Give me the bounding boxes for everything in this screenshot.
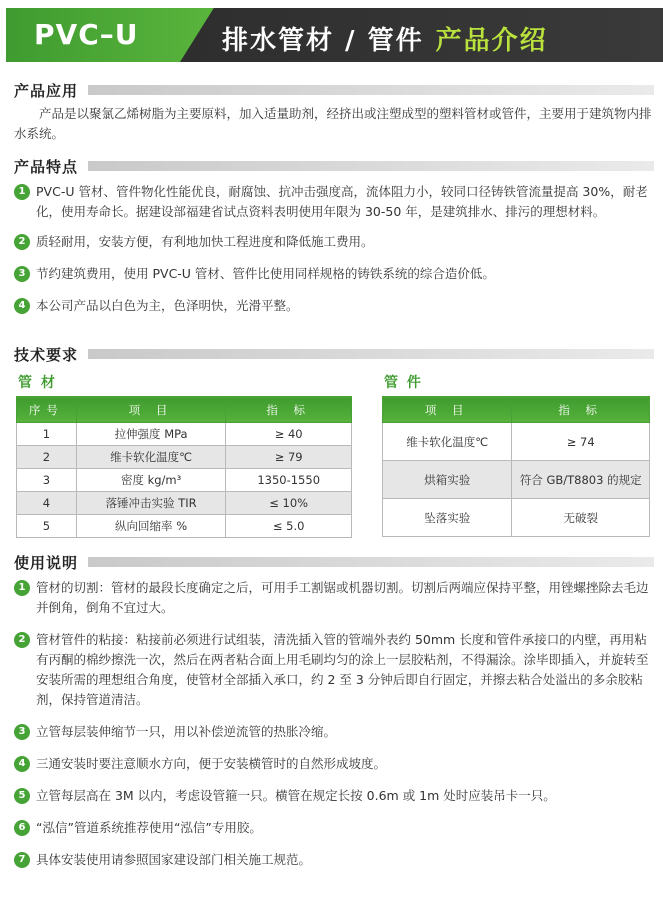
section-title: 使用说明	[14, 553, 79, 572]
table-row	[17, 515, 352, 538]
cell-index: 1	[17, 423, 77, 446]
section-features	[14, 156, 654, 316]
feature-item	[14, 264, 654, 284]
usage-item	[14, 786, 654, 806]
section-usage	[14, 552, 654, 870]
number-badge: 6	[14, 820, 30, 836]
usage-text: “泓信”管道系统推荐使用“泓信”专用胶。	[36, 820, 262, 835]
feature-item	[14, 296, 654, 316]
banner-title-accent: 产品介绍	[435, 26, 548, 56]
usage-text: 管材的切割：管材的最段长度确定之后，可用手工割锯或机器切割。切割后两端应保持平整，用锉螺挫除去毛边并倒角，倒角不宜过大。	[36, 580, 649, 615]
number-badge: 2	[14, 632, 30, 648]
cell-index: 2	[17, 446, 77, 469]
cell-item: 落锤冲击实验 TIR	[76, 492, 226, 515]
cell-index: 3	[17, 469, 77, 492]
cell-index: 5	[17, 515, 77, 538]
table-row	[383, 461, 650, 499]
usage-text: 管材管件的粘接：粘接前必须进行试组装，清洗插入管的管端外表约 50mm 长度和管件承接口的内壁，再用粘有丙酮的棉纱擦洗一次，然后在两者粘合面上用毛刷均匀的涂上一层胶粘剂，不得漏涂。涂毕即插入，并旋转至安装所需的理想组合角度，使管材全部插入承口，约 2 至 3 分钟后即自行固定，并擦去粘合处溢出的多余胶粘剂，保持管道清洁。	[36, 632, 649, 707]
cell-value: ≥ 40	[226, 423, 352, 446]
cell-item: 拉伸强度 MPa	[76, 423, 226, 446]
cell-value: ≤ 5.0	[226, 515, 352, 538]
cell-value: ≥ 74	[512, 423, 650, 461]
col-header-item: 项 目	[383, 397, 512, 423]
cell-value: ≤ 10%	[226, 492, 352, 515]
banner-title-main: 排水管材 / 管件	[222, 26, 424, 56]
cell-item: 烘箱实验	[383, 461, 512, 499]
section-heading	[14, 80, 654, 100]
section-divider	[88, 161, 654, 171]
number-badge: 4	[14, 756, 30, 772]
feature-text: 节约建筑费用，使用 PVC-U 管材、管件比使用同样规格的铸铁系统的综合造价低。	[36, 266, 495, 281]
number-badge: 5	[14, 788, 30, 804]
feature-text: 质轻耐用，安装方便，有利地加快工程进度和降低施工费用。	[36, 234, 374, 249]
section-heading	[14, 552, 654, 572]
cell-value: ≥ 79	[226, 446, 352, 469]
usage-text: 具体安装使用请参照国家建设部门相关施工规范。	[36, 852, 312, 867]
number-badge: 1	[14, 580, 30, 596]
cell-item: 坠落实验	[383, 499, 512, 537]
table-row	[17, 423, 352, 446]
section-title: 技术要求	[14, 345, 79, 364]
usage-item	[14, 722, 654, 742]
banner-title-left: PVC–U	[34, 18, 139, 51]
usage-text: 三通安装时要注意顺水方向，便于安装横管时的自然形成坡度。	[36, 756, 387, 771]
number-badge: 4	[14, 298, 30, 314]
col-header-index: 序号	[17, 397, 77, 423]
header-banner	[0, 8, 663, 62]
section-application	[14, 80, 654, 144]
usage-text: 立管每层高在 3M 以内，考虑设管箍一只。横管在规定长按 0.6m 或 1m 处时应装吊卡一只。	[36, 788, 556, 803]
cell-item: 维卡软化温度℃	[383, 423, 512, 461]
fitting-table-title: 管 件	[384, 375, 423, 391]
number-badge: 3	[14, 266, 30, 282]
section-divider	[88, 85, 654, 95]
usage-item	[14, 754, 654, 774]
banner-title-right	[222, 20, 548, 57]
section-heading	[14, 344, 654, 364]
section-tech	[14, 344, 654, 364]
section-divider	[88, 557, 654, 567]
pipe-spec-table	[16, 396, 352, 538]
section-divider	[88, 349, 654, 359]
table-row	[17, 492, 352, 515]
usage-item	[14, 630, 654, 710]
cell-index: 4	[17, 492, 77, 515]
col-header-value: 指 标	[226, 397, 352, 423]
cell-value: 符合 GB/T8803 的规定	[512, 461, 650, 499]
feature-text: 本公司产品以白色为主，色泽明快，光滑平整。	[36, 298, 299, 313]
cell-item: 维卡软化温度℃	[76, 446, 226, 469]
table-row	[17, 446, 352, 469]
col-header-item: 项 目	[76, 397, 226, 423]
table-row	[383, 423, 650, 461]
section-heading	[14, 156, 654, 176]
pipe-table-title: 管 材	[18, 375, 57, 391]
section-title: 产品应用	[14, 81, 79, 100]
usage-item	[14, 818, 654, 838]
table-row	[17, 469, 352, 492]
col-header-value: 指 标	[512, 397, 650, 423]
number-badge: 2	[14, 234, 30, 250]
feature-text: PVC-U 管材、管件物化性能优良，耐腐蚀、抗冲击强度高，流体阻力小，较同口径铸铁管流量提高 30%，耐老化，使用寿命长。据建设部福建省试点资料表明使用年限为 30-50 年，是建筑排水、排污的理想材料。	[36, 184, 648, 219]
table-header-row	[17, 397, 352, 423]
number-badge: 3	[14, 724, 30, 740]
feature-item	[14, 232, 654, 252]
usage-text: 立管每层装伸缩节一只，用以补偿逆流管的热胀冷缩。	[36, 724, 337, 739]
usage-item	[14, 578, 654, 618]
cell-item: 密度 kg/m³	[76, 469, 226, 492]
number-badge: 7	[14, 852, 30, 868]
number-badge: 1	[14, 184, 30, 200]
table-row	[383, 499, 650, 537]
section-title: 产品特点	[14, 157, 79, 176]
usage-item	[14, 850, 654, 870]
cell-value: 无破裂	[512, 499, 650, 537]
fitting-spec-table	[382, 396, 650, 537]
cell-value: 1350-1550	[226, 469, 352, 492]
application-text: 产品是以聚氯乙烯树脂为主要原料，加入适量助剂，经挤出或注塑成型的塑料管材或管件，主要用于建筑物内排水系统。	[14, 106, 652, 141]
cell-item: 纵向回缩率 %	[76, 515, 226, 538]
feature-item	[14, 182, 654, 222]
table-header-row	[383, 397, 650, 423]
